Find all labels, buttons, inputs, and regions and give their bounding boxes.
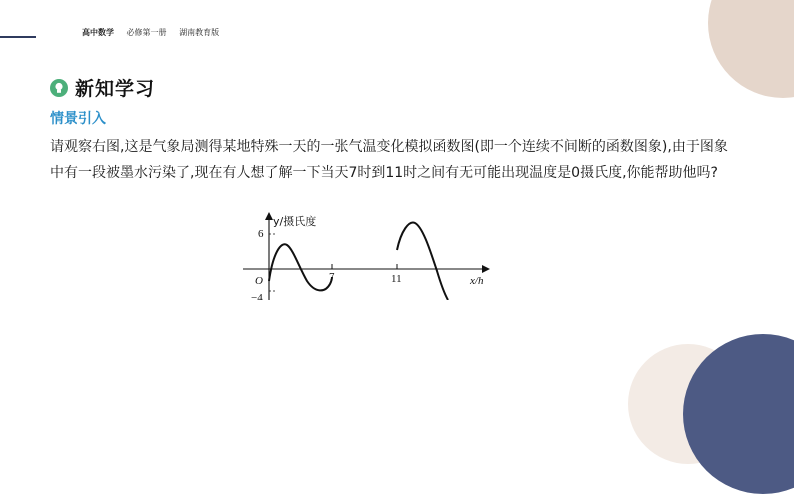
y-axis-label: y/摄氏度 (273, 215, 317, 228)
header-breadcrumb (82, 27, 219, 38)
header-accent-line (0, 36, 36, 38)
curve-segment-left (269, 244, 332, 290)
subsection-title: 情景引入 (50, 111, 106, 127)
section-heading (50, 74, 155, 101)
body-paragraph: 请观察右图,这是气象局测得某地特殊一天的一张气温变化模拟函数图(即一个连续不间断的函数图象),由于图象中有一段被墨水污染了,现在有人想了解一下当天7时到11时之间有无可能出现温度是0摄氏度,你能帮助他吗? (50, 139, 728, 181)
y-tick-label-minus4: −4 (251, 292, 263, 300)
header-book: 必修第一册 (126, 28, 167, 37)
x-tick-label-7: 7 (329, 271, 335, 283)
y-tick-label-6: 6 (258, 228, 264, 240)
lightbulb-icon (50, 79, 68, 97)
header-subject: 高中数学 (82, 28, 114, 37)
origin-label: O (255, 275, 263, 287)
section-title: 新知学习 (75, 78, 156, 100)
temperature-function-graph (225, 205, 495, 300)
curve-segment-right (397, 223, 448, 300)
decor-circle-top-right (708, 0, 794, 98)
x-tick-label-11: 11 (391, 273, 402, 285)
x-axis-label: x/h (470, 275, 484, 287)
header-publisher: 湖南教育版 (179, 28, 220, 37)
